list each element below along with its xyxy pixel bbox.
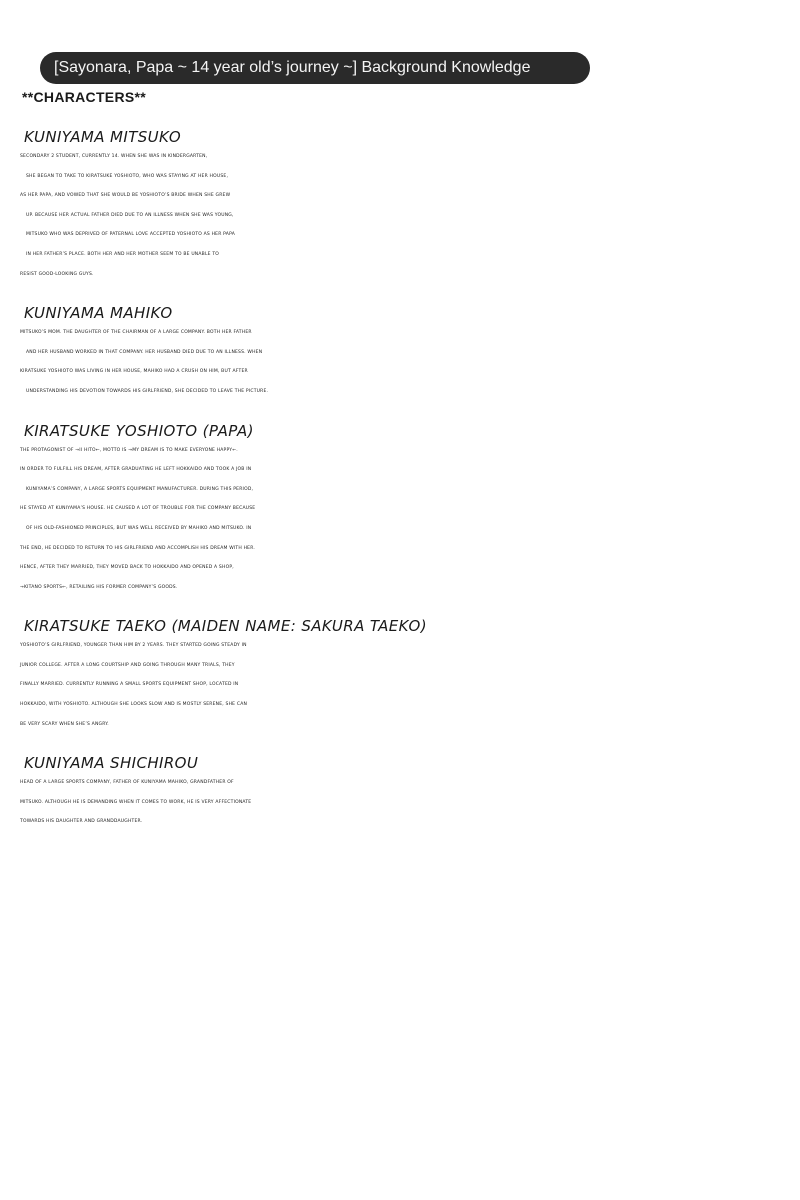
character-description-line: JUNIOR COLLEGE. AFTER A LONG COURTSHIP AND GOING THROUGH MANY TRIALS, THEY bbox=[20, 662, 235, 668]
character-name: KUNIYAMA SHICHIROU bbox=[24, 754, 199, 773]
character-description-line: THE PROTAGONIST OF →II HITO←, MOTTO IS →MY DREAM IS TO MAKE EVERYONE HAPPY←. bbox=[20, 447, 238, 453]
character-description-line: IN HER FATHER’S PLACE. BOTH HER AND HER MOTHER SEEM TO BE UNABLE TO bbox=[26, 251, 220, 257]
title-banner bbox=[40, 52, 590, 84]
character-description-line: UNDERSTANDING HIS DEVOTION TOWARDS HIS GIRLFRIEND, SHE DECIDED TO LEAVE THE PICTURE. bbox=[26, 388, 269, 394]
character-description-line: BE VERY SCARY WHEN SHE’S ANGRY. bbox=[20, 721, 109, 727]
character-description-line: AS HER PAPA, AND VOWED THAT SHE WOULD BE YOSHIOTO’S BRIDE WHEN SHE GREW bbox=[20, 193, 231, 199]
section-label: **CHARACTERS** bbox=[22, 89, 146, 105]
character-name: KUNIYAMA MAHIKO bbox=[24, 304, 173, 323]
character-description-line: OF HIS OLD-FASHIONED PRINCIPLES, BUT WAS WELL RECEIVED BY MAHIKO AND MITSUKO. IN bbox=[26, 525, 252, 531]
character-description-line: YOSHIOTO’S GIRLFRIEND, YOUNGER THAN HIM BY 2 YEARS. THEY STARTED GOING STEADY IN bbox=[20, 643, 247, 649]
character-description-line: HEAD OF A LARGE SPORTS COMPANY, FATHER OF KUNIYAMA MAHIKO, GRANDFATHER OF bbox=[20, 780, 234, 786]
character-description-line: RESIST GOOD-LOOKING GUYS. bbox=[20, 271, 94, 277]
character-description-line: →KITANO SPORTS←, RETAILING HIS FORMER COMPANY’S GOODS. bbox=[20, 584, 178, 590]
character-description-line: FINALLY MARRIED. CURRENTLY RUNNING A SMALL SPORTS EQUIPMENT SHOP, LOCATED IN bbox=[20, 682, 239, 688]
character-description-line: AND HER HUSBAND WORKED IN THAT COMPANY. HER HUSBAND DIED DUE TO AN ILLNESS. WHEN bbox=[26, 349, 263, 355]
character-entry bbox=[20, 617, 798, 734]
character-name: KIRATSUKE YOSHIOTO (PAPA) bbox=[24, 421, 254, 440]
character-name: KIRATSUKE TAEKO (MAIDEN NAME: SAKURA TAEKO) bbox=[24, 617, 427, 636]
character-description-line: KIRATSUKE YOSHIOTO WAS LIVING IN HER HOUSE, MAHIKO HAD A CRUSH ON HIM, BUT AFTER bbox=[20, 369, 248, 375]
character-description-line: TOWARDS HIS DAUGHTER AND GRANDDAUGHTER. bbox=[20, 819, 143, 825]
character-description-line: HOKKAIDO, WITH YOSHIOTO. ALTHOUGH SHE LOOKS SLOW AND IS MOSTLY SERENE, SHE CAN bbox=[20, 702, 248, 708]
character-description-line: MITSUKO WHO WAS DEPRIVED OF PATERNAL LOVE ACCEPTED YOSHIOTO AS HER PAPA bbox=[26, 232, 235, 238]
character-name: KUNIYAMA MITSUKO bbox=[24, 128, 182, 146]
character-description-line: HENCE, AFTER THEY MARRIED, THEY MOVED BACK TO HOKKAIDO AND OPENED A SHOP, bbox=[20, 565, 234, 571]
character-entry bbox=[20, 754, 798, 832]
character-description-line: MITSUKO’S MOM. THE DAUGHTER OF THE CHAIRMAN OF A LARGE COMPANY. BOTH HER FATHER bbox=[20, 330, 252, 336]
character-entry bbox=[20, 422, 798, 598]
character-description-line: KUNIYAMA’S COMPANY, A LARGE SPORTS EQUIPMENT MANUFACTURER. DURING THIS PERIOD, bbox=[26, 486, 254, 492]
character-entry bbox=[20, 304, 798, 401]
character-description-line: MITSUKO. ALTHOUGH HE IS DEMANDING WHEN IT COMES TO WORK, HE IS VERY AFFECTIONATE bbox=[20, 799, 252, 805]
character-description-line: IN ORDER TO FULFILL HIS DREAM, AFTER GRADUATING HE LEFT HOKKAIDO AND TOOK A JOB IN bbox=[20, 467, 252, 473]
character-description-line: HE STAYED AT KUNIYAMA’S HOUSE. HE CAUSED A LOT OF TROUBLE FOR THE COMPANY BECAUSE bbox=[20, 506, 256, 512]
character-description-line: SHE BEGAN TO TAKE TO KIRATSUKE YOSHIOTO, WHO WAS STAYING AT HER HOUSE, bbox=[26, 173, 229, 179]
banner-title: [Sayonara, Papa ~ 14 year old’s journey ~] Background Knowledge bbox=[54, 59, 531, 76]
character-description-line: SECONDARY 2 STUDENT, CURRENTLY 14. WHEN SHE WAS IN KINDERGARTEN, bbox=[20, 154, 208, 159]
character-description-line: UP. BECAUSE HER ACTUAL FATHER DIED DUE TO AN ILLNESS WHEN SHE WAS YOUNG, bbox=[26, 212, 234, 218]
character-entry bbox=[20, 128, 798, 284]
character-list bbox=[20, 128, 798, 852]
character-description-line: THE END, HE DECIDED TO RETURN TO HIS GIRLFRIEND AND ACCOMPLISH HIS DREAM WITH HER. bbox=[20, 545, 256, 551]
